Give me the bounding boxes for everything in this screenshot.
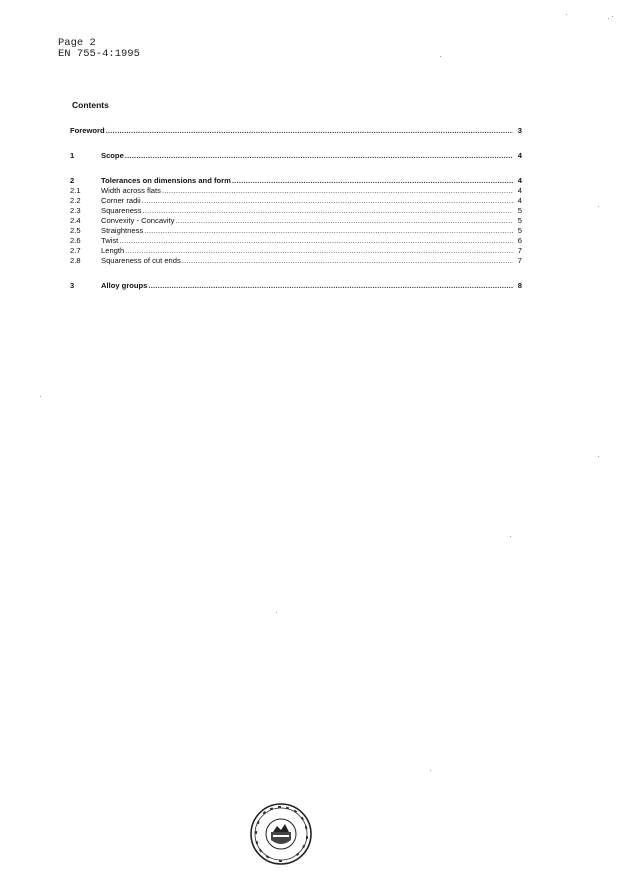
toc-entry-page: 7 <box>517 256 522 265</box>
scan-speck <box>598 456 599 457</box>
scan-speck <box>276 612 277 613</box>
toc-entry-number: 3 <box>70 281 75 290</box>
toc-entry-title: Tolerances on dimensions and form <box>101 176 231 185</box>
toc-entry-page: 3 <box>517 126 522 135</box>
toc-leader-dots <box>106 126 513 136</box>
toc-entry-number: 2.1 <box>70 186 81 195</box>
toc-entry-page: 5 <box>517 206 522 215</box>
toc-entry-page: 4 <box>517 176 522 185</box>
toc-entry-width-across-flats <box>70 186 522 196</box>
toc-entry-title: Width across flats <box>101 186 161 195</box>
page-header <box>58 38 140 60</box>
toc-entry-page: 5 <box>517 216 522 225</box>
toc-entry-page: 7 <box>517 246 522 255</box>
scan-speck <box>510 536 511 537</box>
toc-entry-title: Squareness of cut ends <box>101 256 181 265</box>
toc-entry-squareness-cut-ends <box>70 256 522 266</box>
toc-entry-title: Corner radii <box>101 196 141 205</box>
toc-leader-dots <box>142 196 513 206</box>
toc-leader-dots <box>119 236 513 246</box>
toc-entry-tolerances <box>70 176 522 186</box>
toc-leader-dots <box>162 186 513 196</box>
toc-entry-number: 1 <box>70 151 75 160</box>
toc-entry-number: 2 <box>70 176 75 185</box>
toc-entry-page: 8 <box>517 281 522 290</box>
toc-leader-dots <box>232 176 513 186</box>
toc-entry-title: Length <box>101 246 125 255</box>
standard-reference: EN 755-4:1995 <box>58 48 140 60</box>
toc-entry-page: 5 <box>517 226 522 235</box>
toc-entry-title: Scope <box>101 151 124 160</box>
toc-entry-page: 4 <box>517 151 522 160</box>
page-number-label: Page 2 <box>58 37 96 49</box>
toc-entry-title: Convexity - Concavity <box>101 216 175 225</box>
toc-entry-length <box>70 246 522 256</box>
toc-leader-dots <box>144 226 513 236</box>
toc-entry-number: 2.4 <box>70 216 81 225</box>
scan-speck <box>40 396 41 397</box>
toc-entry-number: 2.5 <box>70 226 81 235</box>
toc-leader-dots <box>143 206 513 216</box>
toc-entry-page: 6 <box>517 236 522 245</box>
scan-speck <box>598 206 599 207</box>
scan-speck <box>440 56 441 57</box>
toc-entry-title: Twist <box>101 236 119 245</box>
toc-entry-alloy-groups <box>70 281 522 291</box>
toc-leader-dots <box>148 281 513 291</box>
toc-entry-scope <box>70 151 522 161</box>
scan-speck <box>430 770 431 771</box>
toc-entry-page: 4 <box>517 196 522 205</box>
toc-entry-page: 4 <box>517 186 522 195</box>
toc-entry-straightness <box>70 226 522 236</box>
toc-leader-dots <box>125 246 513 256</box>
scan-speck <box>608 18 609 19</box>
toc-entry-corner-radii <box>70 196 522 206</box>
toc-entry-title: Straightness <box>101 226 144 235</box>
seal-stamp-icon <box>249 802 313 866</box>
scan-speck <box>566 14 567 15</box>
toc-entry-number: 2.7 <box>70 246 81 255</box>
toc-entry-title: Alloy groups <box>101 281 148 290</box>
toc-leader-dots <box>182 256 513 266</box>
toc-entry-number: 2.3 <box>70 206 81 215</box>
toc-entry-squareness <box>70 206 522 216</box>
toc-entry-number: 2.2 <box>70 196 81 205</box>
toc-leader-dots <box>175 216 513 226</box>
toc-entry-twist <box>70 236 522 246</box>
toc-leader-dots <box>125 151 513 161</box>
toc-entry-number: 2.6 <box>70 236 81 245</box>
toc-entry-title: Foreword <box>70 126 105 135</box>
toc-entry-foreword <box>70 126 522 136</box>
contents-heading: Contents <box>72 100 109 110</box>
scan-speck <box>612 16 613 17</box>
toc-entry-title: Squareness <box>101 206 142 215</box>
toc-entry-convexity <box>70 216 522 226</box>
toc-entry-number: 2.8 <box>70 256 81 265</box>
